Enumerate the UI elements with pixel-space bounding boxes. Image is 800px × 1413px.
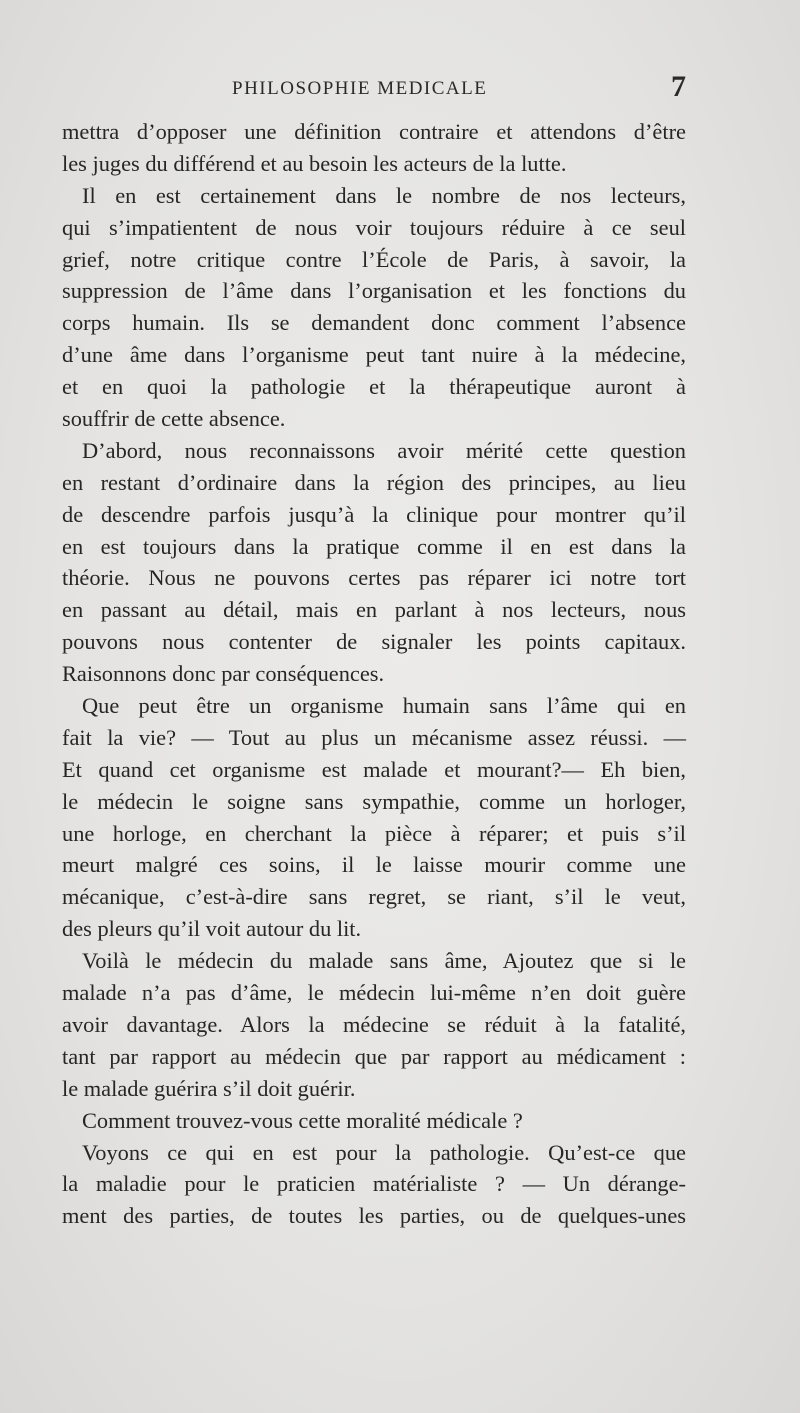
text-line: Comment trouvez-vous cette moralité médicale ? [82,1107,523,1133]
text-line: Il en est certainement dans le nombre de nos lecteurs, [82,182,686,208]
text-line: Raisonnons donc par conséquences. [62,661,385,687]
text-line: Voyons ce qui en est pour la pathologie. Qu’est-ce que [82,1139,686,1165]
text-line: souffrir de cette absence. [62,406,286,432]
text-line: théorie. Nous ne pouvons certes pas réparer ici notre tort [62,565,686,591]
text-line: mécanique, c’est-à-dire sans regret, se riant, s’il le veut, [62,884,686,910]
text-line: et en quoi la pathologie et la thérapeutique auront à [62,374,686,400]
text-line: le médecin le soigne sans sympathie, comme un horloger, [62,788,686,814]
text-line: la maladie pour le praticien matérialiste ? — Un dérange- [62,1171,686,1197]
text-line: Que peut être un organisme humain sans l’âme qui en [82,693,686,719]
text-line: de descendre parfois jusqu’à la clinique pour montrer qu’il [62,501,686,527]
page-number: 7 [671,70,686,103]
text-line: grief, notre critique contre l’École de Paris, à savoir, la [62,246,686,272]
text-line: Voilà le médecin du malade sans âme, Ajoutez que si le [82,948,686,974]
body-text [62,116,686,1232]
text-line: pouvons nous contenter de signaler les points capitaux. [62,629,686,655]
text-line: avoir davantage. Alors la médecine se réduit à la fatalité, [62,1011,686,1037]
text-line: suppression de l’âme dans l’organisation et les fonctions du [62,278,686,304]
page-header [62,70,690,110]
text-line: en restant d’ordinaire dans la région des principes, au lieu [62,469,686,495]
text-line: en est toujours dans la pratique comme il en est dans la [62,533,686,559]
text-line: le malade guérira s’il doit guérir. [62,1075,356,1101]
text-line: corps humain. Ils se demandent donc comment l’absence [62,310,686,336]
text-line: des pleurs qu’il voit autour du lit. [62,916,362,942]
text-line: Et quand cet organisme est malade et mourant?— Eh bien, [62,756,686,782]
text-line: une horloge, en cherchant la pièce à réparer; et puis s’il [62,820,686,846]
text-line: fait la vie? — Tout au plus un mécanisme assez réussi. — [62,724,686,750]
text-line: qui s’impatientent de nous voir toujours réduire à ce seul [62,214,686,240]
text-line: D’abord, nous reconnaissons avoir mérité cette question [82,437,686,463]
text-line: ment des parties, de toutes les parties, ou de quelques-unes [62,1203,686,1229]
running-title: PHILOSOPHIE MEDICALE [232,78,488,99]
text-line: les juges du différend et au besoin les acteurs de la lutte. [62,150,567,176]
text-line: mettra d’opposer une définition contraire et attendons d’être [62,119,686,144]
text-line: meurt malgré ces soins, il le laisse mourir comme une [62,852,686,878]
text-line: d’une âme dans l’organisme peut tant nuire à la médecine, [62,342,686,368]
text-line: tant par rapport au médecin que par rapport au médicament : [62,1043,686,1069]
text-line: malade n’a pas d’âme, le médecin lui-même n’en doit guère [62,980,686,1006]
text-line: en passant au détail, mais en parlant à nos lecteurs, nous [62,597,686,623]
